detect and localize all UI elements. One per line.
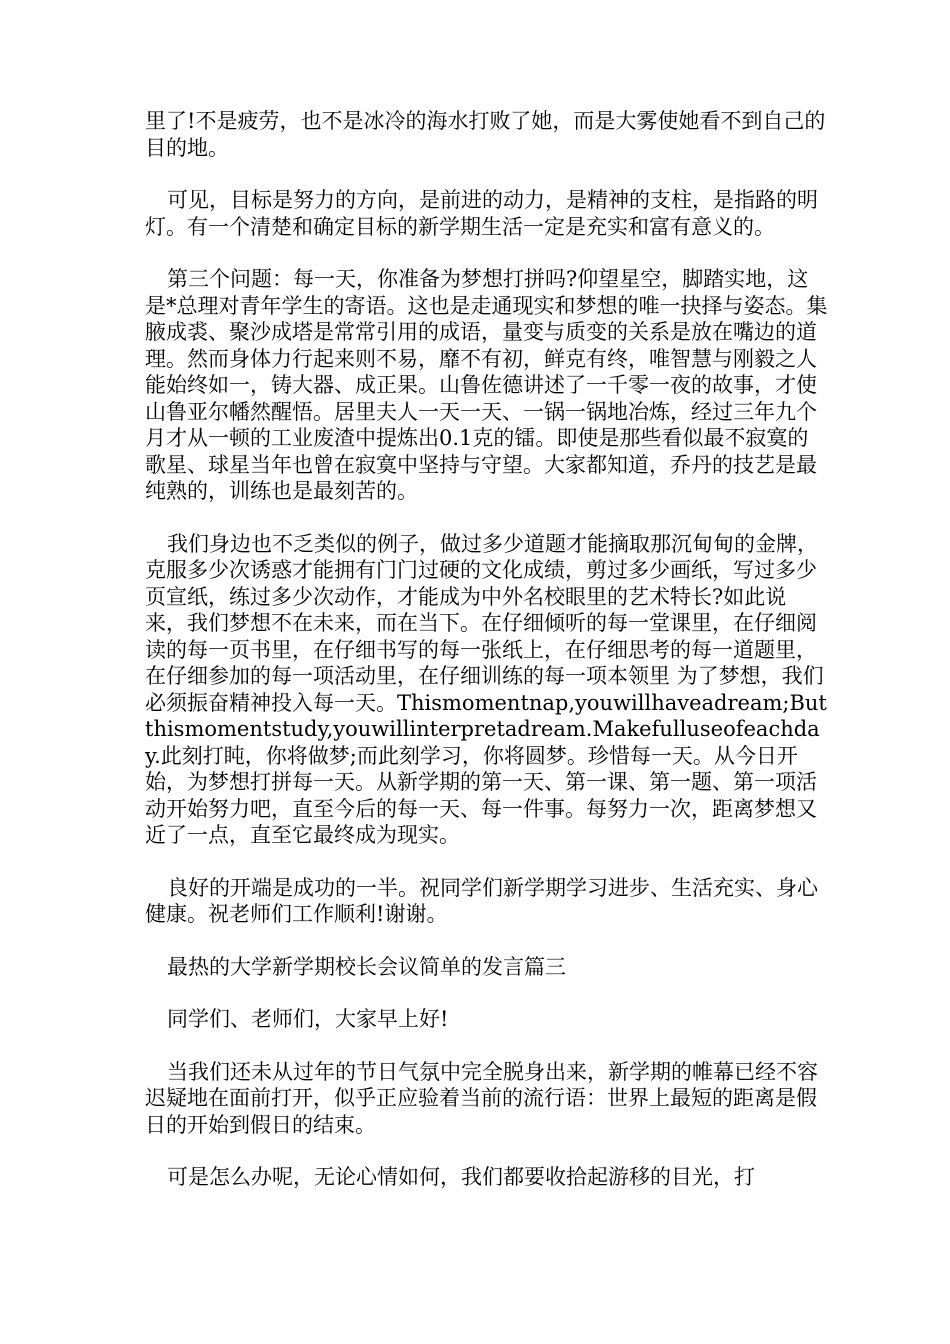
paragraph-examples: 我们身边也不乏类似的例子，做过多少道题才能摘取那沉甸甸的金牌，克服多少次诱惑才能拥有门门过硬的文化成绩，剪过多少画纸，写过多少页宣纸，练过多少次动作，才能成为中外名校眼里的艺术特长?如此说来，我们梦想不在未来，而在当下。在仔细倾听的每一堂课里，在仔细阅读的每一页书里，在仔细书写的每一张纸上，在仔细思考的每一道题里，在仔细参加的每一项活动里，在仔细训练的每一项本领里 为了梦想，我们必须振奋精神投入每一天。Thismomentnap,youwillhaveadream;Butthismomentstudy,youwillinterpretadream.Makefulluseofeachday.此刻打盹，你将做梦;而此刻学习，你将圆梦。珍惜每一天。从今日开始，为梦想打拼每一天。从新学期的第一天、第一课、第一题、第一项活动开始努力吧，直至今后的每一天、每一件事。每努力一次，距离梦想又近了一点，直至它最终成为现实。 <box>145 531 827 847</box>
paragraph-third-question: 第三个问题：每一天，你准备为梦想打拼吗?仰望星空，脚踏实地，这是*总理对青年学生的寄语。这也是走通现实和梦想的唯一抉择与姿态。集腋成裘、聚沙成塔是常常引用的成语，量变与质变的关系是放在嘴边的道理。然而身体力行起来则不易，靡不有初，鲜克有终，唯智慧与刚毅之人能始终如一，铸大器、成正果。山鲁佐德讲述了一千零一夜的故事，才使山鲁亚尔幡然醒悟。居里夫人一天一天、一锅一锅地冶炼，经过三年九个月才从一顿的工业废渣中提炼出0.1克的镭。即使是那些看似最不寂寞的歌星、球星当年也曾在寂寞中坚持与守望。大家都知道，乔丹的技艺是最纯熟的，训练也是最刻苦的。 <box>145 267 828 503</box>
paragraph-new-semester: 当我们还未从过年的节日气氛中完全脱身出来，新学期的帷幕已经不容迟疑地在面前打开，似乎正应验着当前的流行语：世界上最短的距离是假日的开始到假日的结束。 <box>145 1059 818 1137</box>
section-heading: 最热的大学新学期校长会议简单的发言篇三 <box>167 954 566 979</box>
greeting: 同学们、老师们，大家早上好! <box>167 1007 449 1031</box>
paragraph-goal-direction: 可见，目标是努力的方向，是前进的动力，是精神的支柱，是指路的明灯。有一个清楚和确定目标的新学期生活一定是充实和富有意义的。 <box>145 188 818 239</box>
paragraph-truncated: 可是怎么办呢，无论心情如何，我们都要收拾起游移的目光，打 <box>167 1165 755 1189</box>
paragraph-closing-wishes: 良好的开端是成功的一半。祝同学们新学期学习进步、生活充实、身心健康。祝老师们工作顺利!谢谢。 <box>145 875 818 926</box>
paragraph-continuation: 里了!不是疲劳，也不是冰冷的海水打败了她，而是大雾使她看不到自己的目的地。 <box>145 109 826 160</box>
